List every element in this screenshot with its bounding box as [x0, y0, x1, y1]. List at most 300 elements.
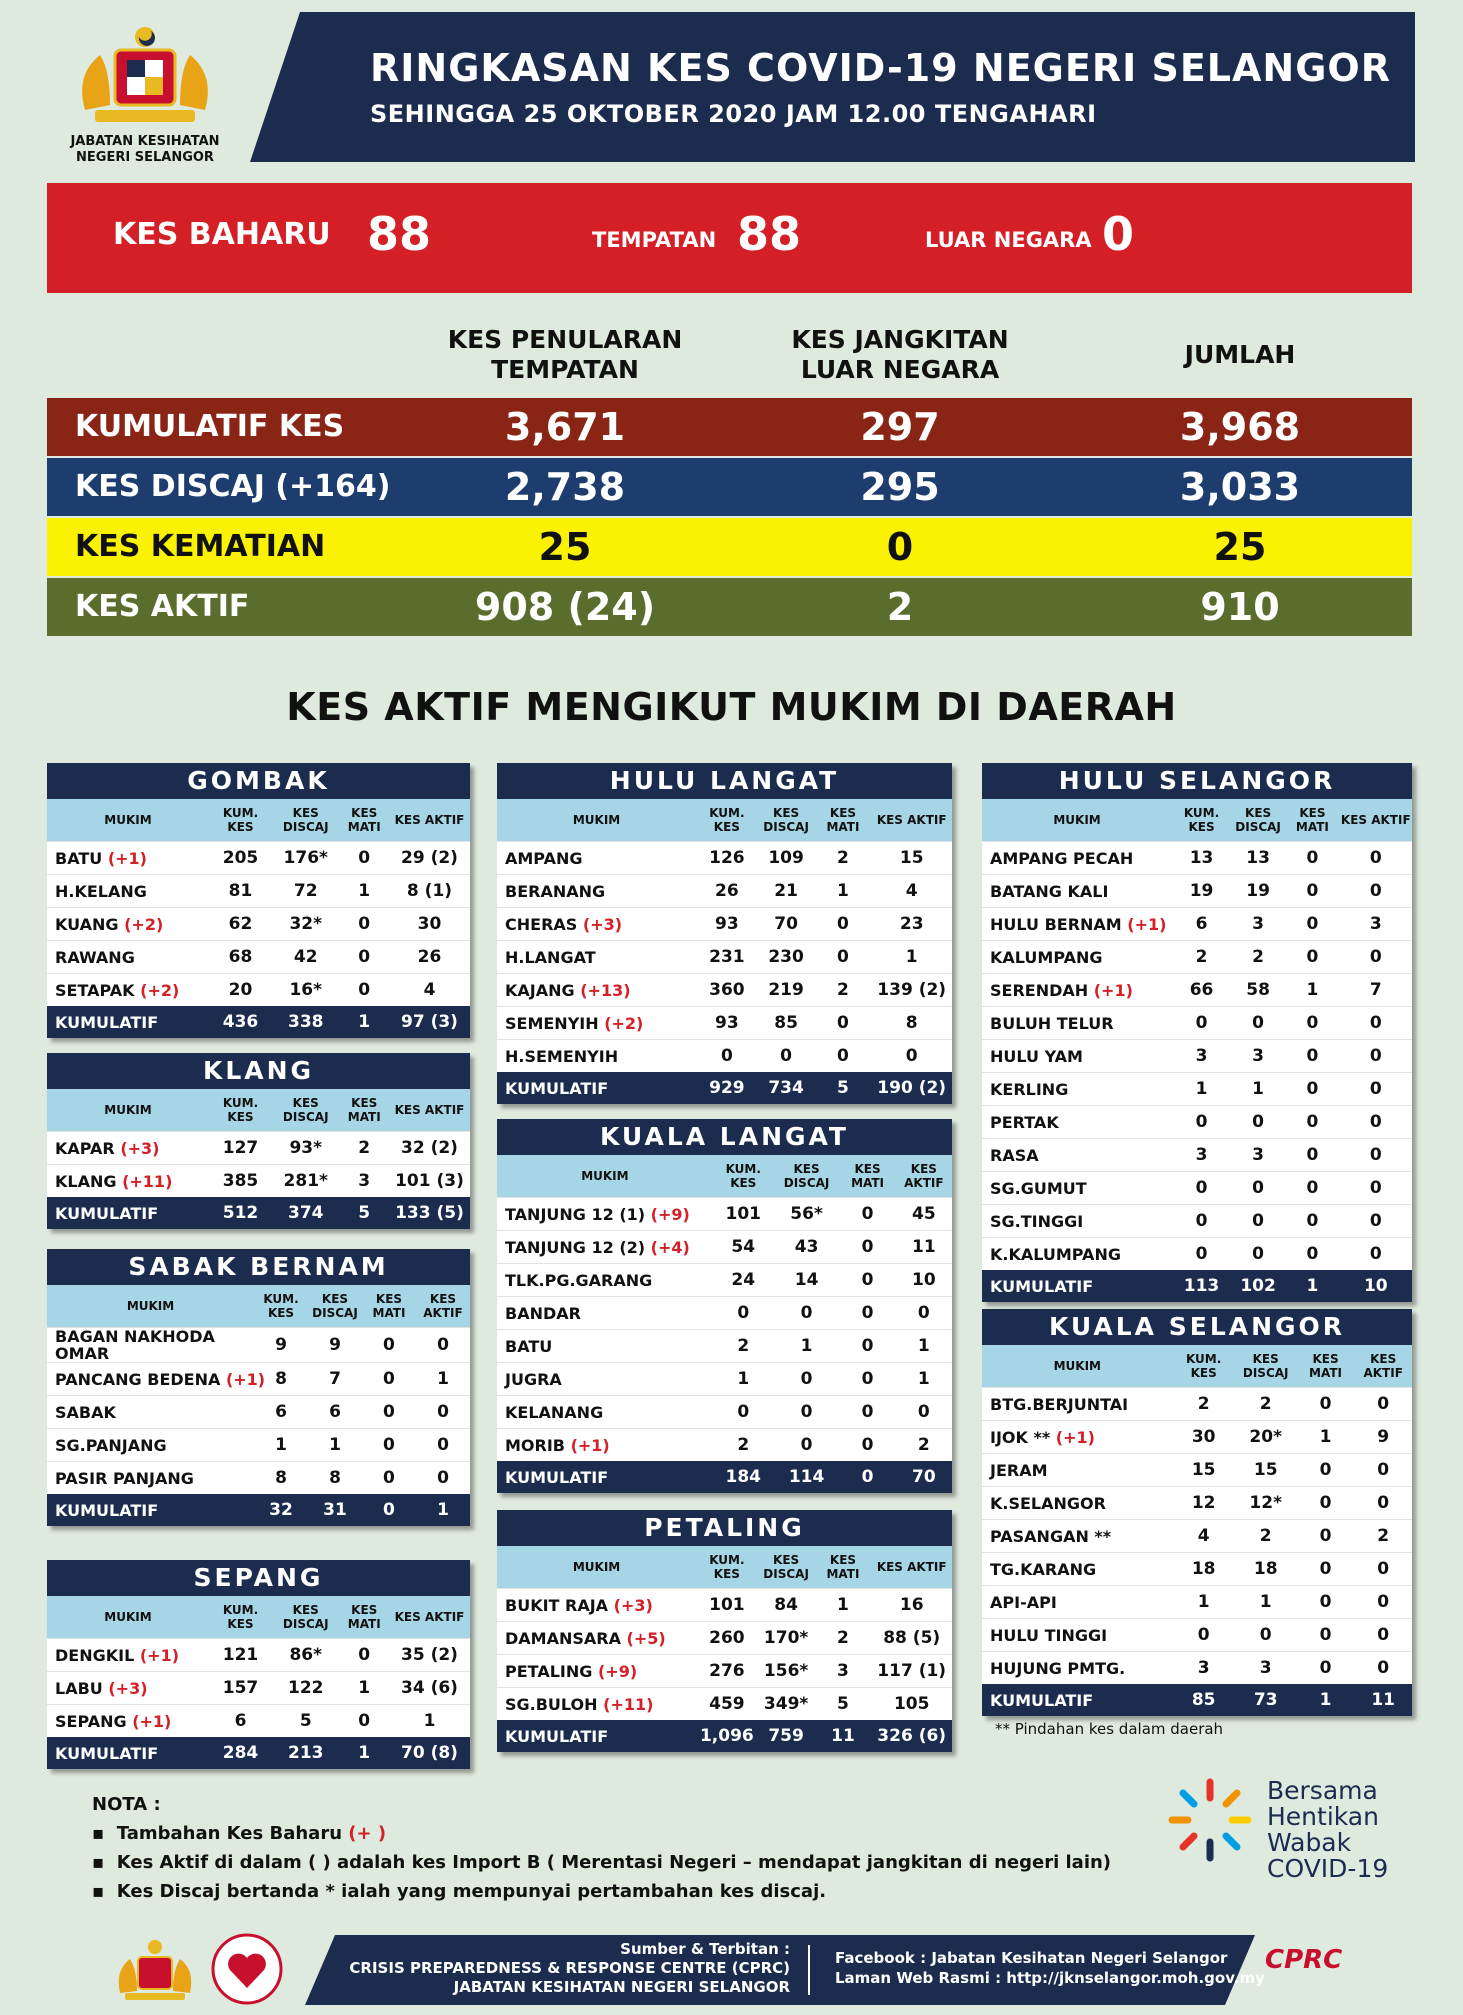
- value-a: 139 (2): [871, 974, 952, 1007]
- mukim-cell: [47, 941, 209, 974]
- value-a: 88 (5): [871, 1622, 952, 1655]
- column-header: KES AKTIF: [389, 799, 470, 842]
- value-d: 84: [758, 1589, 815, 1622]
- table-row: [497, 1198, 952, 1231]
- value-k: 30: [1173, 1421, 1235, 1454]
- value-k: 9: [254, 1328, 308, 1363]
- value-a: 0: [1354, 1388, 1412, 1421]
- mukim-cell: [47, 1363, 266, 1396]
- column-header: KUM. KES: [1172, 799, 1231, 842]
- summary-value-local: 908 (24): [474, 585, 656, 629]
- value-a: 0: [1354, 1553, 1412, 1586]
- value-k: 2: [713, 1330, 774, 1363]
- value-x: 1: [1297, 1421, 1355, 1454]
- mukim-name: K.SELANGOR: [990, 1493, 1106, 1513]
- value-x: 0: [1285, 1139, 1339, 1172]
- total-k: 512: [209, 1197, 272, 1229]
- value-d: 230: [758, 941, 815, 974]
- district-grid: [47, 1596, 470, 1769]
- value-a: 0: [1354, 1487, 1412, 1520]
- value-k: 2: [1173, 1388, 1235, 1421]
- summary-value-local: 3,671: [504, 405, 626, 449]
- value-k: 26: [696, 875, 758, 908]
- value-d: 122: [272, 1672, 339, 1705]
- table-row: [982, 1172, 1412, 1205]
- column-header: KES AKTIF: [416, 1285, 470, 1328]
- value-x: 0: [815, 1040, 872, 1073]
- col-head-import: [775, 325, 1025, 385]
- mukim-name: SG.TINGGI: [990, 1211, 1084, 1231]
- mukim-name: H.LANGAT: [505, 947, 596, 967]
- mukim-cell: [982, 908, 1172, 941]
- value-d: 1: [1235, 1586, 1297, 1619]
- header-row: [47, 1285, 470, 1328]
- cprc-logo: [1265, 1945, 1343, 2000]
- summary-value-local: 2,738: [504, 465, 626, 509]
- mukim-name: TANJUNG 12 (2): [505, 1237, 646, 1257]
- mukim-cell: [497, 1396, 713, 1429]
- summary-value-import: 2: [886, 585, 914, 629]
- mukim-cell: [497, 1198, 713, 1231]
- mukim-cell: [47, 875, 209, 908]
- mukim-cell: [497, 1264, 713, 1297]
- value-x: 5: [815, 1688, 872, 1721]
- value-d: 86*: [272, 1639, 339, 1672]
- col-head-import-line2: LUAR NEGARA: [800, 355, 1000, 384]
- value-x: 2: [815, 842, 872, 875]
- value-k: 6: [1172, 908, 1231, 941]
- column-header: MUKIM: [47, 1596, 209, 1639]
- value-k: 0: [713, 1396, 774, 1429]
- new-case-increment: (+13): [580, 980, 631, 1000]
- mukim-cell: [497, 875, 696, 908]
- value-k: 1: [1173, 1586, 1235, 1619]
- local-cases-value: 88: [737, 207, 802, 261]
- value-d: 0: [774, 1396, 840, 1429]
- value-d: 0: [774, 1363, 840, 1396]
- new-case-increment: (+1): [1127, 914, 1167, 934]
- mukim-cell: [982, 1205, 1172, 1238]
- value-x: 0: [362, 1363, 416, 1396]
- total-d: 102: [1231, 1270, 1285, 1302]
- value-x: 0: [839, 1198, 895, 1231]
- column-header: KES AKTIF: [1340, 799, 1412, 842]
- mukim-cell: [982, 1238, 1172, 1271]
- mukim-name: KAPAR: [55, 1138, 115, 1158]
- column-header: KUM. KES: [696, 1546, 758, 1589]
- value-a: 1: [416, 1363, 470, 1396]
- total-a: 11: [1354, 1684, 1412, 1716]
- mukim-name: LABU: [55, 1678, 103, 1698]
- value-k: 13: [1172, 842, 1231, 875]
- value-k: 360: [696, 974, 758, 1007]
- value-a: 7: [1340, 974, 1412, 1007]
- district-grid: [982, 799, 1412, 1302]
- mukim-cell: [497, 1007, 696, 1040]
- mukim-cell: [982, 1619, 1173, 1652]
- value-a: 0: [416, 1328, 470, 1363]
- mukim-name: PERTAK: [990, 1112, 1059, 1132]
- value-k: 260: [696, 1622, 758, 1655]
- value-a: 4: [389, 974, 470, 1007]
- mukim-cell: [497, 1655, 696, 1688]
- value-a: 0: [1340, 1238, 1412, 1271]
- table-row: [47, 1396, 470, 1429]
- value-a: 0: [1354, 1454, 1412, 1487]
- header-row: [47, 1089, 470, 1132]
- value-d: 20*: [1235, 1421, 1297, 1454]
- footer-source: [320, 1940, 790, 1997]
- total-label: KUMULATIF: [497, 1072, 696, 1104]
- total-k: 32: [254, 1494, 308, 1526]
- note-item: ▪ Kes Discaj bertanda * ialah yang mempunyai pertambahan kes discaj.: [92, 1881, 827, 1902]
- coat-of-arms-icon: [55, 15, 235, 130]
- mukim-cell: [497, 1363, 713, 1396]
- mukim-name: SEMENYIH: [505, 1013, 599, 1033]
- table-row: [982, 974, 1412, 1007]
- table-row: [497, 875, 952, 908]
- note-highlight: (+ ): [348, 1823, 387, 1844]
- mukim-cell: [982, 1139, 1172, 1172]
- org-name-line2: NEGERI SELANGOR: [76, 150, 214, 165]
- value-k: 6: [254, 1396, 308, 1429]
- mukim-name: TG.KARANG: [990, 1559, 1097, 1579]
- value-k: 0: [1172, 1238, 1231, 1271]
- new-cases-bar: [47, 183, 1412, 293]
- table-row: [982, 1421, 1412, 1454]
- campaign-line1: Bersama: [1267, 1776, 1378, 1805]
- mukim-name: PASIR PANJANG: [55, 1468, 194, 1488]
- value-a: 0: [871, 1040, 952, 1073]
- mukim-cell: [982, 1454, 1173, 1487]
- district-grid: [47, 1285, 470, 1526]
- value-a: 0: [1340, 842, 1412, 875]
- value-a: 0: [1340, 875, 1412, 908]
- col-head-local-line2: TEMPATAN: [491, 355, 639, 384]
- total-x: 0: [362, 1494, 416, 1526]
- total-d: 338: [272, 1006, 339, 1038]
- column-header: MUKIM: [47, 799, 209, 842]
- value-k: 1: [713, 1363, 774, 1396]
- value-d: 58: [1231, 974, 1285, 1007]
- value-d: 7: [308, 1363, 362, 1396]
- value-d: 0: [774, 1429, 840, 1462]
- new-case-increment: (+2): [140, 980, 180, 1000]
- mukim-cell: [47, 908, 209, 941]
- value-d: 1: [308, 1429, 362, 1462]
- column-header: KES MATI: [339, 1089, 388, 1132]
- campaign-line4: COVID-19: [1267, 1854, 1389, 1883]
- value-d: 0: [758, 1040, 815, 1073]
- jkns-logo: [55, 15, 235, 165]
- column-header: KES MATI: [339, 799, 388, 842]
- mukim-cell: [497, 1330, 713, 1363]
- value-x: 0: [339, 974, 388, 1007]
- table-row: [982, 842, 1412, 875]
- value-a: 16: [871, 1589, 952, 1622]
- import-cases-value: 0: [1102, 207, 1135, 261]
- table-row: [982, 1205, 1412, 1238]
- value-k: 385: [209, 1165, 272, 1198]
- new-cases-label: KES BAHARU: [113, 217, 331, 252]
- value-a: 101 (3): [389, 1165, 470, 1198]
- value-d: 14: [774, 1264, 840, 1297]
- value-a: 1: [389, 1705, 470, 1738]
- footer-source-label: Sumber & Terbitan :: [620, 1940, 790, 1958]
- district-table-kuala-langat: [497, 1119, 952, 1493]
- value-d: 13: [1231, 842, 1285, 875]
- value-k: 1: [1172, 1073, 1231, 1106]
- value-x: 0: [815, 1007, 872, 1040]
- header-row: [47, 1596, 470, 1639]
- mukim-cell: [982, 1586, 1173, 1619]
- table-row: [497, 941, 952, 974]
- mukim-name: SG.PANJANG: [55, 1435, 167, 1455]
- local-cases-label: TEMPATAN: [592, 228, 717, 252]
- value-a: 8 (1): [389, 875, 470, 908]
- mukim-name: BAGAN NAKHODA OMAR: [55, 1327, 215, 1363]
- note-item: ▪ Kes Aktif di dalam ( ) adalah kes Import B ( Merentasi Negeri – mendapat jangkitan di negeri lain): [92, 1852, 1112, 1873]
- value-x: 0: [362, 1328, 416, 1363]
- col-head-local-line1: KES PENULARAN: [447, 325, 683, 354]
- new-case-increment: (+1): [1055, 1427, 1095, 1447]
- value-k: 20: [209, 974, 272, 1007]
- value-x: 2: [815, 1622, 872, 1655]
- value-d: 0: [1231, 1007, 1285, 1040]
- value-a: 0: [1354, 1619, 1412, 1652]
- value-x: 0: [1297, 1619, 1355, 1652]
- value-x: 0: [1285, 875, 1339, 908]
- new-case-increment: (+1): [107, 848, 147, 868]
- district-grid: [497, 799, 952, 1104]
- mukim-cell: [982, 1106, 1172, 1139]
- campaign-logo: [1160, 1770, 1420, 1883]
- header-row: [497, 1155, 952, 1198]
- summary-row: [47, 458, 1412, 516]
- value-x: 2: [339, 1132, 388, 1165]
- new-case-increment: (+2): [124, 914, 164, 934]
- total-row: [497, 1072, 952, 1104]
- value-d: 43: [774, 1231, 840, 1264]
- table-row: [982, 1040, 1412, 1073]
- mukim-name: IJOK **: [990, 1427, 1051, 1447]
- total-label: KUMULATIF: [497, 1461, 713, 1493]
- total-a: 97 (3): [389, 1006, 470, 1038]
- value-k: 0: [1172, 1205, 1231, 1238]
- total-x: 1: [1285, 1270, 1339, 1302]
- column-header: KUM. KES: [209, 1596, 272, 1639]
- mukim-name: BULUH TELUR: [990, 1013, 1114, 1033]
- value-d: 2: [1235, 1388, 1297, 1421]
- value-a: 105: [871, 1688, 952, 1721]
- mukim-name: BTG.BERJUNTAI: [990, 1394, 1129, 1414]
- value-d: 349*: [758, 1688, 815, 1721]
- value-a: 8: [871, 1007, 952, 1040]
- value-k: 276: [696, 1655, 758, 1688]
- column-header: KES AKTIF: [896, 1155, 952, 1198]
- header-row: [47, 799, 470, 842]
- column-header: MUKIM: [497, 1546, 696, 1589]
- total-k: 184: [713, 1461, 774, 1493]
- page-subtitle: SEHINGGA 25 OKTOBER 2020 JAM 12.00 TENGAHARI: [370, 100, 1097, 128]
- district-table-gombak: [47, 763, 470, 1038]
- value-x: 0: [839, 1363, 895, 1396]
- table-row: [47, 974, 470, 1007]
- value-k: 0: [1173, 1619, 1235, 1652]
- total-d: 114: [774, 1461, 840, 1493]
- mukim-cell: [982, 1007, 1172, 1040]
- value-k: 205: [209, 842, 272, 875]
- mukim-cell: [982, 941, 1172, 974]
- value-a: 0: [416, 1462, 470, 1495]
- footer-source-line2: JABATAN KESIHATAN NEGERI SELANGOR: [453, 1978, 790, 1996]
- total-d: 374: [272, 1197, 339, 1229]
- mukim-name: CHERAS: [505, 914, 578, 934]
- footer-facebook[interactable]: Facebook : Jabatan Kesihatan Negeri Selangor: [835, 1949, 1228, 1967]
- column-header: KES MATI: [1297, 1345, 1355, 1388]
- value-a: 0: [1354, 1652, 1412, 1685]
- value-x: 0: [815, 908, 872, 941]
- value-a: 23: [871, 908, 952, 941]
- total-a: 10: [1340, 1270, 1412, 1302]
- district-name: KLANG: [47, 1053, 470, 1089]
- mukim-cell: [47, 1672, 209, 1705]
- summary-value-total: 25: [1213, 525, 1267, 569]
- mukim-cell: [982, 842, 1172, 875]
- value-x: 2: [815, 974, 872, 1007]
- new-case-increment: (+11): [122, 1171, 173, 1191]
- mukim-cell: [497, 842, 696, 875]
- value-a: 30: [389, 908, 470, 941]
- column-header: MUKIM: [982, 1345, 1173, 1388]
- district-table-klang: [47, 1053, 470, 1229]
- col-head-local: [440, 325, 690, 385]
- value-k: 157: [209, 1672, 272, 1705]
- value-k: 127: [209, 1132, 272, 1165]
- mukim-cell: [982, 1487, 1173, 1520]
- value-k: 101: [713, 1198, 774, 1231]
- mukim-name: DAMANSARA: [505, 1628, 621, 1648]
- mukim-name: HULU YAM: [990, 1046, 1083, 1066]
- value-a: 0: [1340, 1007, 1412, 1040]
- table-row: [47, 941, 470, 974]
- total-a: 70 (8): [389, 1737, 470, 1769]
- column-header: KES AKTIF: [389, 1089, 470, 1132]
- mukim-cell: [497, 1622, 696, 1655]
- value-d: 0: [1235, 1619, 1297, 1652]
- value-a: 0: [1340, 941, 1412, 974]
- table-row: [497, 842, 952, 875]
- value-a: 0: [896, 1396, 952, 1429]
- value-a: 117 (1): [871, 1655, 952, 1688]
- summary-row: [47, 518, 1412, 576]
- mukim-name: TANJUNG 12 (1): [505, 1204, 646, 1224]
- value-x: 0: [362, 1396, 416, 1429]
- district-name: GOMBAK: [47, 763, 470, 799]
- district-grid: [982, 1345, 1412, 1716]
- mukim-name: AMPANG: [505, 848, 583, 868]
- mukim-name: KALUMPANG: [990, 947, 1103, 967]
- column-header: KES MATI: [839, 1155, 895, 1198]
- value-x: 0: [339, 842, 388, 875]
- district-table-hulu-langat: [497, 763, 952, 1104]
- total-x: 1: [339, 1737, 388, 1769]
- mukim-cell: [982, 1553, 1173, 1586]
- column-header: KES DISCAJ: [272, 799, 339, 842]
- value-a: 1: [871, 941, 952, 974]
- value-x: 0: [339, 1705, 388, 1738]
- column-header: MUKIM: [982, 799, 1172, 842]
- mukim-name: BATANG KALI: [990, 881, 1109, 901]
- summary-row: [47, 398, 1412, 456]
- column-header: KES MATI: [339, 1596, 388, 1639]
- value-d: 0: [1231, 1172, 1285, 1205]
- total-label: KUMULATIF: [47, 1737, 209, 1769]
- value-d: 3: [1231, 1040, 1285, 1073]
- mukim-cell: [497, 941, 696, 974]
- total-k: 1,096: [696, 1720, 758, 1752]
- total-d: 213: [272, 1737, 339, 1769]
- column-header: KUM. KES: [209, 1089, 272, 1132]
- total-row: [497, 1720, 952, 1752]
- table-row: [982, 1139, 1412, 1172]
- note-text: Tambahan Kes Baharu: [116, 1823, 343, 1844]
- mukim-name: AMPANG PECAH: [990, 848, 1134, 868]
- value-d: 281*: [272, 1165, 339, 1198]
- mukim-name: PANCANG BEDENA: [55, 1369, 221, 1389]
- new-cases-value: 88: [367, 207, 432, 261]
- mukim-cell: [497, 1297, 713, 1330]
- summary-row-label: KES KEMATIAN: [75, 529, 326, 564]
- transfer-footnote: ** Pindahan kes dalam daerah: [995, 1720, 1224, 1738]
- value-k: 8: [254, 1363, 308, 1396]
- value-k: 81: [209, 875, 272, 908]
- column-header: KUM. KES: [254, 1285, 308, 1328]
- value-x: 0: [1285, 1007, 1339, 1040]
- col-head-total: JUMLAH: [1184, 340, 1296, 369]
- total-a: 133 (5): [389, 1197, 470, 1229]
- column-header: KES MATI: [1285, 799, 1339, 842]
- value-d: 9: [308, 1328, 362, 1363]
- header-row: [497, 1546, 952, 1589]
- column-header: KES DISCAJ: [272, 1596, 339, 1639]
- value-k: 121: [209, 1639, 272, 1672]
- table-row: [47, 1165, 470, 1198]
- org-name-line1: JABATAN KESIHATAN: [70, 134, 220, 149]
- value-a: 32 (2): [389, 1132, 470, 1165]
- footer-website-link[interactable]: Laman Web Rasmi : http://jknselangor.moh.gov.my: [835, 1969, 1265, 1987]
- table-row: [982, 1454, 1412, 1487]
- new-case-increment: (+11): [603, 1694, 654, 1714]
- cprc-logo-text: CPRC: [1265, 1945, 1343, 1975]
- value-a: 4: [871, 875, 952, 908]
- table-row: [982, 1520, 1412, 1553]
- header-row: [982, 1345, 1412, 1388]
- mukim-cell: [497, 908, 696, 941]
- mukim-name: HUJUNG PMTG.: [990, 1658, 1126, 1678]
- total-a: 70: [896, 1461, 952, 1493]
- value-d: 219: [758, 974, 815, 1007]
- total-k: 436: [209, 1006, 272, 1038]
- value-d: 3: [1231, 908, 1285, 941]
- table-row: [497, 1040, 952, 1073]
- total-label: KUMULATIF: [982, 1270, 1172, 1302]
- table-row: [47, 1705, 470, 1738]
- mukim-cell: [982, 1388, 1173, 1421]
- mukim-cell: [982, 1172, 1172, 1205]
- table-row: [497, 1688, 952, 1721]
- mukim-name: MORIB: [505, 1435, 565, 1455]
